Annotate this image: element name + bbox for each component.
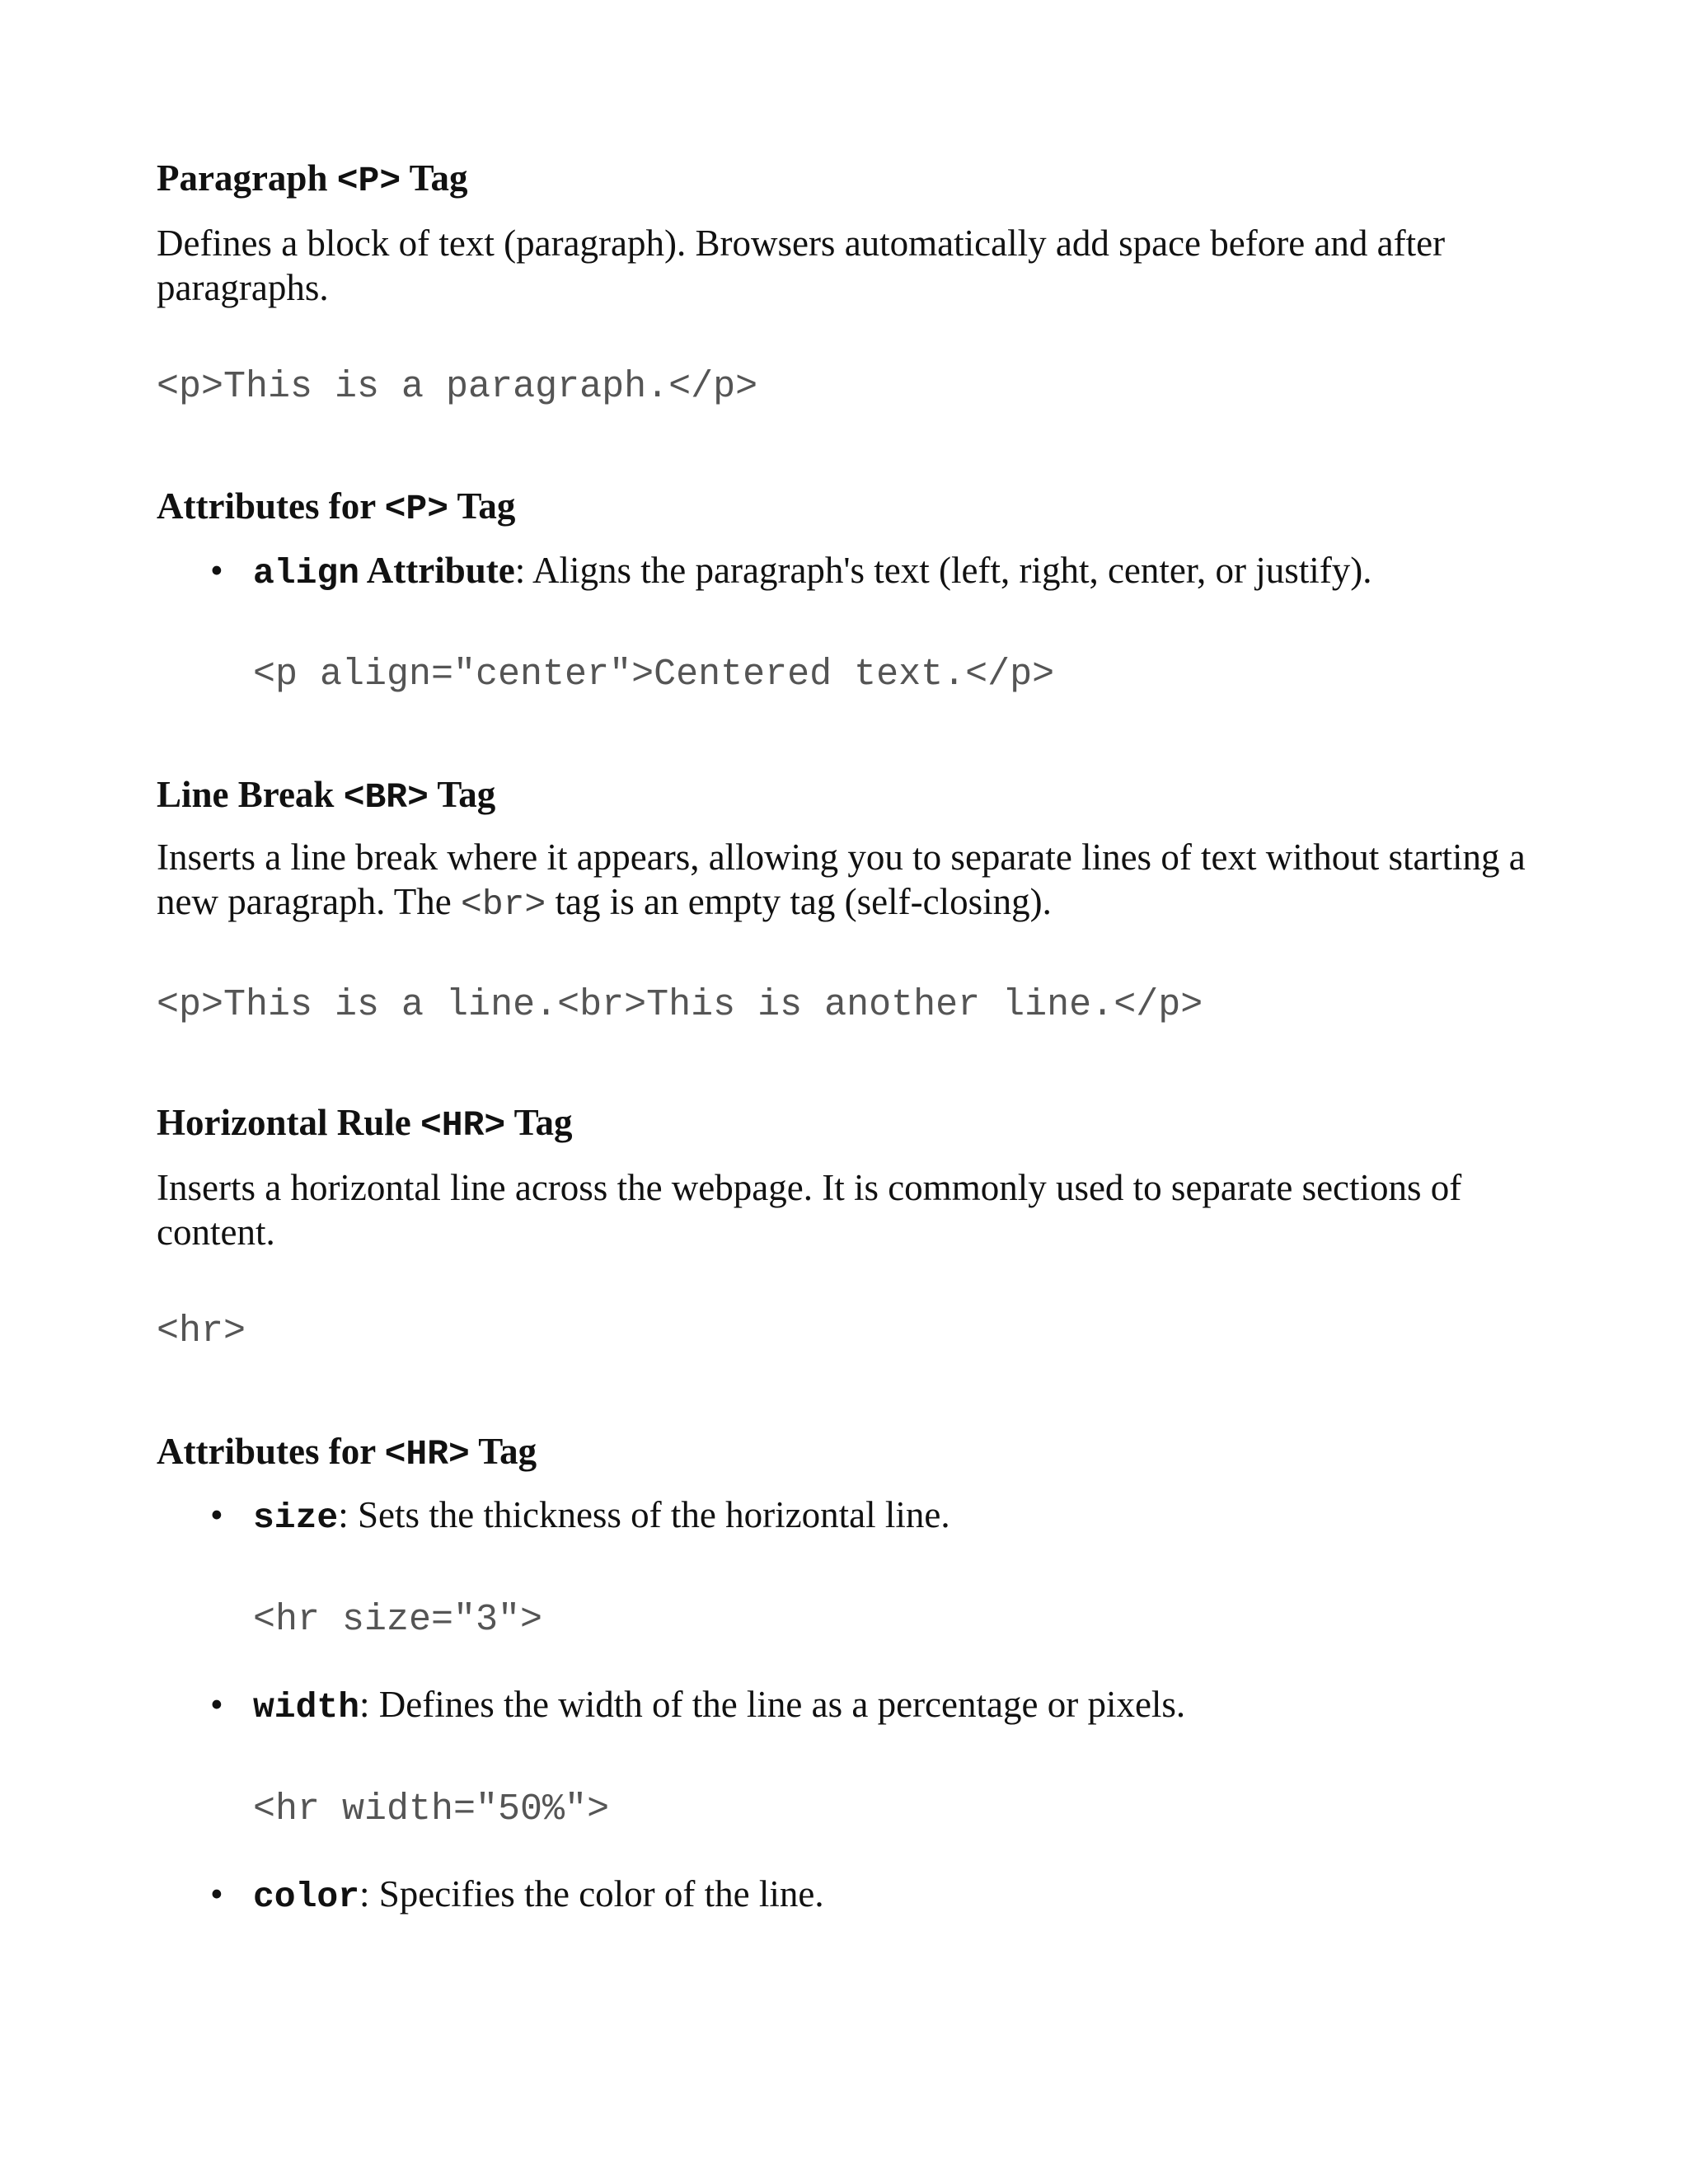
heading-code: <P> xyxy=(336,161,401,201)
heading-horizontal-rule-tag xyxy=(157,1101,573,1147)
bullet: • xyxy=(210,1494,223,1535)
heading-code: <P> xyxy=(384,489,449,529)
bullet: • xyxy=(210,1873,223,1915)
heading-text: Attributes for xyxy=(157,1431,385,1472)
horizontal-rule-example: <hr> xyxy=(157,1310,246,1352)
paragraph-tag-example: <p>This is a paragraph.</p> xyxy=(157,366,758,408)
attribute-suffix: Attribute xyxy=(359,550,515,591)
attribute-keyword: align xyxy=(253,553,360,593)
inline-code: <br> xyxy=(461,884,546,925)
list-item-width-attribute xyxy=(210,1683,1185,1729)
heading-text: Horizontal Rule xyxy=(157,1102,420,1143)
attribute-keyword: color xyxy=(253,1877,360,1917)
heading-text: Tag xyxy=(469,1431,537,1472)
list-item-size-attribute xyxy=(210,1493,950,1540)
heading-text: Tag xyxy=(401,157,468,199)
description-text: tag is an empty tag (self-closing). xyxy=(546,881,1052,922)
heading-text: Tag xyxy=(505,1102,573,1143)
attribute-description: : Specifies the color of the line. xyxy=(359,1873,824,1915)
paragraph-tag-description: Defines a block of text (paragraph). Browsers automatically add space before and after paragraphs. xyxy=(157,223,1446,308)
line-break-example: <p>This is a line.<br>This is another line.</p> xyxy=(157,984,1203,1026)
horizontal-rule-description: Inserts a horizontal line across the webpage. It is commonly used to separate sections of content. xyxy=(157,1167,1462,1253)
heading-paragraph-tag xyxy=(157,157,468,203)
heading-text: Tag xyxy=(428,774,496,815)
heading-text: Attributes for xyxy=(157,485,385,527)
description-text: Inserts a line break where it appears, allowing you to separate lines of text without starting a new paragraph. The xyxy=(157,837,1526,922)
attribute-description: : Sets the thickness of the horizontal line. xyxy=(338,1494,950,1535)
attribute-keyword: width xyxy=(253,1687,360,1727)
heading-text: Line Break xyxy=(157,774,344,815)
bullet: • xyxy=(210,550,223,591)
align-attribute-example: <p align="center">Centered text.</p> xyxy=(253,654,1055,696)
attribute-description: : Aligns the paragraph's text (left, right, center, or justify). xyxy=(514,550,1372,591)
heading-text: Paragraph xyxy=(157,157,337,199)
line-break-description xyxy=(157,835,1574,927)
size-attribute-example: <hr size="3"> xyxy=(253,1599,543,1641)
attribute-description: : Defines the width of the line as a percentage or pixels. xyxy=(359,1684,1186,1725)
heading-hr-attributes xyxy=(157,1430,537,1476)
width-attribute-example: <hr width="50%"> xyxy=(253,1788,610,1830)
list-item-color-attribute xyxy=(210,1872,824,1919)
heading-paragraph-attributes xyxy=(157,485,515,531)
list-item-align-attribute xyxy=(210,549,1372,595)
heading-code: <HR> xyxy=(384,1434,470,1474)
heading-line-break-tag xyxy=(157,773,495,819)
bullet: • xyxy=(210,1684,223,1725)
heading-text: Tag xyxy=(448,485,516,527)
heading-code: <HR> xyxy=(420,1105,506,1146)
heading-code: <BR> xyxy=(343,777,429,818)
attribute-keyword: size xyxy=(253,1497,339,1538)
